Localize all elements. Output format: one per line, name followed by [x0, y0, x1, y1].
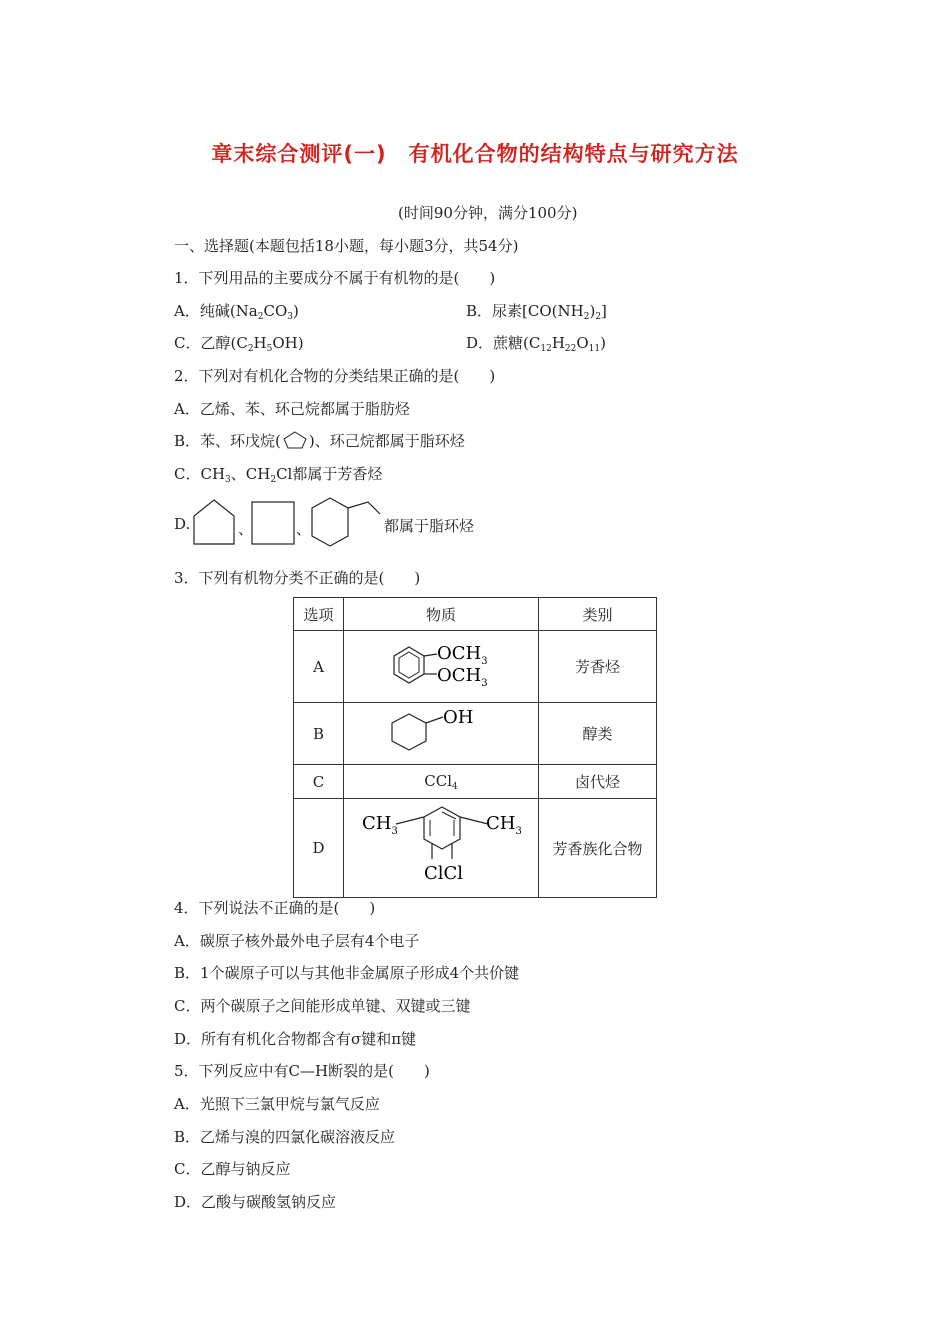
row-option: B: [294, 703, 344, 765]
q1-option-b: B．尿素$[CO(NH_2)_2]$: [466, 302, 607, 322]
och3-bottom-label: $OCH_3$: [437, 664, 488, 689]
structure-cell: [344, 703, 539, 765]
q2-d-sep1: 、: [238, 520, 254, 538]
och3-top-label: $OCH_3$: [437, 642, 488, 667]
q5-option-c: C．乙醇与钠反应: [174, 1160, 291, 1178]
q2-option-a: A．乙烯、苯、环己烷都属于脂肪烃: [174, 400, 410, 418]
header-option: 选项: [294, 598, 344, 631]
q5-option-d: D．乙酸与碳酸氢钠反应: [174, 1193, 337, 1211]
dichloro-dimethyl-structure: [346, 799, 536, 893]
section-heading: 一、选择题(本题包括18小题，每小题3分，共54分): [174, 237, 519, 255]
q2-d-text: 都属于脂环烃: [384, 517, 475, 535]
ch3-left-label: $CH_3$: [362, 813, 398, 837]
table-row: [294, 765, 657, 799]
q1-option-c: C．乙醇$(C_2H_5OH)$: [174, 334, 304, 354]
ch3-right-label: $CH_3$: [486, 813, 522, 837]
q3-stem: 3．下列有机物分类不正确的是( ): [174, 569, 421, 587]
table-row: [294, 631, 657, 703]
q2-stem: 2．下列对有机化合物的分类结果正确的是( ): [174, 367, 496, 385]
table-row: [294, 703, 657, 765]
header-category: 类别: [539, 598, 657, 631]
row-option: A: [294, 631, 344, 703]
header-substance: 物质: [344, 598, 539, 631]
q5-option-b: B．乙烯与溴的四氯化碳溶液反应: [174, 1128, 396, 1146]
q4-option-a: A．碳原子核外最外电子层有4个电子: [174, 932, 420, 950]
q2-option-b: B．苯、环戊烷( )、环己烷都属于脂环烃: [174, 432, 465, 450]
clcl-label: ClCl: [424, 863, 464, 884]
page-title: 章末综合测评(一) 有机化合物的结构特点与研究方法: [211, 142, 739, 166]
q4-stem: 4．下列说法不正确的是( ): [174, 899, 376, 917]
pentagon-ring-icon: [190, 496, 238, 548]
q2-option-c: C．$CH_3$、$CH_2Cl$都属于芳香烃: [174, 465, 383, 485]
row-category: 芳香族化合物: [539, 799, 657, 898]
q2-option-d: [174, 496, 504, 548]
ethylcyclohexane-icon: [308, 496, 386, 548]
structure-cell: [344, 799, 539, 898]
row-category: 醇类: [539, 703, 657, 765]
table-header-row: [294, 598, 657, 631]
cyclopentane-icon: [281, 430, 309, 450]
q1-stem: 1．下列用品的主要成分不属于有机物的是( ): [174, 269, 496, 287]
dimethoxybenzene-structure: [371, 635, 511, 695]
table-row: [294, 799, 657, 898]
ccl4-cell: CCl$_4$: [344, 765, 539, 799]
row-option: D: [294, 799, 344, 898]
q5-stem: 5．下列反应中有C—H断裂的是( ): [174, 1062, 430, 1080]
q1-option-d: D．蔗糖$(C_{12}H_{22}O_{11})$: [466, 334, 606, 354]
q5-option-a: A．光照下三氯甲烷与氯气反应: [174, 1095, 380, 1113]
q4-option-d: D．所有有机化合物都含有σ键和π键: [174, 1030, 417, 1048]
row-category: 芳香烃: [539, 631, 657, 703]
time-note: (时间90分钟，满分100分): [398, 204, 578, 222]
q4-option-b: B．1个碳原子可以与其他非金属原子形成4个共价键: [174, 964, 520, 982]
square-ring-icon: [248, 496, 298, 548]
row-category: 卤代烃: [539, 765, 657, 799]
oh-label: OH: [443, 706, 474, 728]
q1-option-a: A．纯碱$(Na_2CO_3)$: [174, 302, 299, 322]
cyclohexanol-structure: [371, 704, 511, 760]
q4-option-c: C．两个碳原子之间能形成单键、双键或三键: [174, 997, 471, 1015]
row-option: C: [294, 765, 344, 799]
q3-table: [293, 597, 657, 898]
structure-cell: [344, 631, 539, 703]
q2-d-sep2: 、: [296, 520, 312, 538]
q2-d-label: D.: [174, 515, 191, 533]
